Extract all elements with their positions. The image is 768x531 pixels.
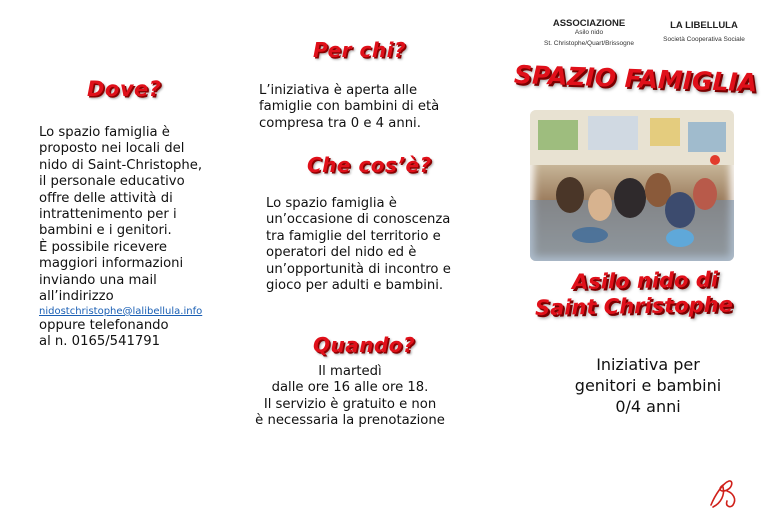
email-link[interactable]: nidostchristophe@lalibellula.info xyxy=(39,306,203,317)
quando-paragraph: Il martedì dalle ore 16 alle ore 18. Il servizio è gratuito e non è necessaria la prenotazione xyxy=(255,364,445,429)
phone-paragraph: oppure telefonando al n. 0165/541791 xyxy=(39,318,169,350)
heading-quando: Quando? xyxy=(313,333,416,357)
heading-per-chi: Per chi? xyxy=(313,38,407,62)
cooperative-line1: Società Cooperativa Sociale xyxy=(663,36,745,43)
cooperative-block xyxy=(654,20,754,43)
cooperative-name: LA LIBELLULA xyxy=(670,20,738,31)
per-chi-paragraph: L’iniziativa è aperta alle famiglie con bambini di età compresa tra 0 e 4 anni. xyxy=(259,83,440,131)
photo-drawing xyxy=(530,110,734,261)
association-line1: Asilo nido xyxy=(574,29,604,36)
heading-dove: Dove? xyxy=(87,77,162,101)
association-block xyxy=(535,18,643,47)
subtitle-line1: Asilo nido di xyxy=(571,267,719,294)
che-cose-paragraph: Lo spazio famiglia è un’occasione di conoscenza tra famiglie del territorio e operatori del nido ed è un’opportunità di incontro e gioco per adulti e bambini. xyxy=(266,196,451,294)
dove-paragraph: Lo spazio famiglia è proposto nei locali del nido di Saint-Christophe, il personale educativo offre delle attività di intrattenimento per i bambini e i genitori. È possibile ricevere maggiori informazioni inviando una mail all’indirizzo xyxy=(39,125,203,305)
tagline: Iniziativa per genitori e bambini 0/4 anni xyxy=(574,355,722,416)
subtitle-line2: Saint Christophe xyxy=(534,292,734,320)
dragonfly-logo-icon xyxy=(703,475,743,511)
association-name: ASSOCIAZIONE xyxy=(552,18,626,29)
heading-che-cose: Che cos’è? xyxy=(307,153,432,177)
association-line2: St. Christophe/Quart/Brissogne xyxy=(544,40,634,47)
group-photo xyxy=(530,110,734,261)
main-title: SPAZIO FAMIGLIA xyxy=(513,60,758,98)
